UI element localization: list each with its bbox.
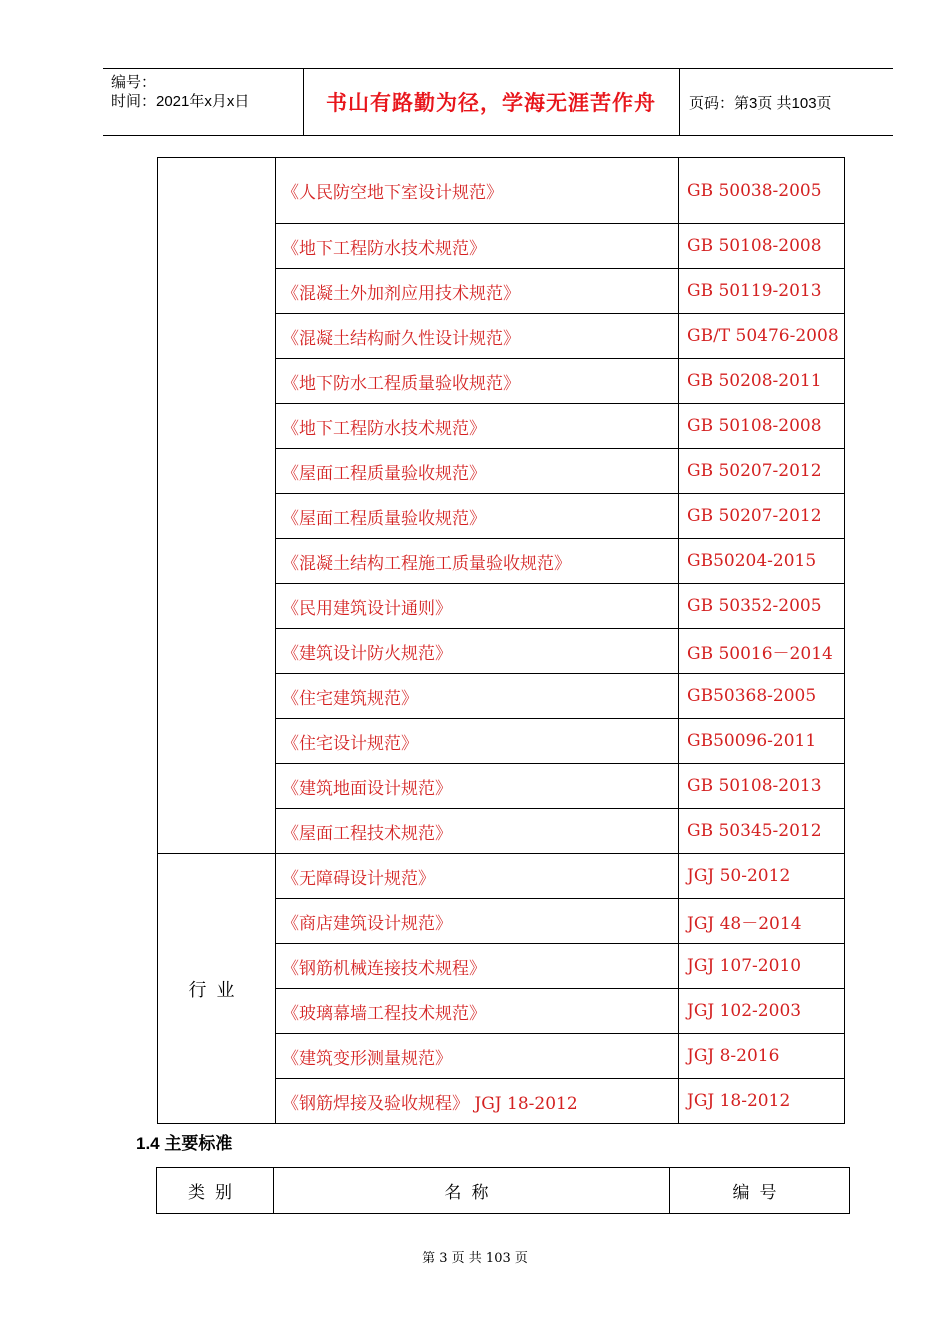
standard-code: GB 50207-2012 [679,494,845,539]
standards-table-body [158,158,845,1124]
standard-code: GB 50119-2013 [679,269,845,314]
standard-name: 《屋面工程技术规范》 [276,809,679,854]
standard-code: GB 50207-2012 [679,449,845,494]
header-motto: 书山有路勤为径，学海无涯苦作舟 [326,91,656,115]
standards-table [157,157,845,1124]
standard-name: 《混凝土结构工程施工质量验收规范》 [276,539,679,584]
standard-code: JGJ 48－2014 [679,899,845,944]
standard-code: GB 50208-2011 [679,359,845,404]
standard-code: GB50096-2011 [679,719,845,764]
standard-name: 《民用建筑设计通则》 [276,584,679,629]
standard-code: GB 50345-2012 [679,809,845,854]
main-standards-table [156,1167,850,1214]
doc-number-label: 编号： [111,74,157,91]
header-meta [111,73,249,111]
header-page-info: 页码：第3页 共103页 [689,94,832,112]
standard-name: 《住宅建筑规范》 [276,674,679,719]
standard-code: GB 50352-2005 [679,584,845,629]
standard-code: GB 50016－2014 [679,629,845,674]
standard-name: 《人民防空地下室设计规范》 [276,158,679,224]
standard-code: GB 50108-2013 [679,764,845,809]
doc-date: 时间：2021年x月x日 [111,93,250,110]
column-header-code: 编号 [670,1168,850,1214]
standard-name: 《屋面工程质量验收规范》 [276,449,679,494]
table-row [158,854,845,899]
page-footer: 第 3 页 共 103 页 [422,1251,528,1266]
header-divider [303,69,304,135]
standard-name: 《混凝土结构耐久性设计规范》 [276,314,679,359]
standard-name: 《玻璃幕墙工程技术规范》 [276,989,679,1034]
standard-code: JGJ 107-2010 [679,944,845,989]
standard-name: 《钢筋焊接及验收规程》 JGJ 18-2012 [276,1079,679,1124]
standard-name: 《商店建筑设计规范》 [276,899,679,944]
standard-name: 《地下工程防水技术规范》 [276,224,679,269]
section-title: 1.4 主要标准 [136,1134,233,1153]
table-header-row [157,1168,850,1214]
standard-code: JGJ 50-2012 [679,854,845,899]
standard-code: GB50368-2005 [679,674,845,719]
category-cell-national [158,158,276,854]
table-row [158,158,845,224]
category-cell-industry: 行业 [158,854,276,1124]
standard-code: JGJ 8-2016 [679,1034,845,1079]
standard-name: 《地下工程防水技术规范》 [276,404,679,449]
standard-name: 《地下防水工程质量验收规范》 [276,359,679,404]
standard-name: 《混凝土外加剂应用技术规范》 [276,269,679,314]
standard-code: JGJ 18-2012 [679,1079,845,1124]
standard-name: 《建筑设计防火规范》 [276,629,679,674]
standard-name: 《住宅设计规范》 [276,719,679,764]
standard-code: GB50204-2015 [679,539,845,584]
standard-code: GB/T 50476-2008 [679,314,845,359]
page-header [103,68,893,136]
header-divider [679,69,680,135]
standard-name: 《建筑地面设计规范》 [276,764,679,809]
column-header-category: 类别 [157,1168,274,1214]
standard-code: GB 50108-2008 [679,404,845,449]
standard-name: 《无障碍设计规范》 [276,854,679,899]
standard-code: JGJ 102-2003 [679,989,845,1034]
column-header-name: 名称 [274,1168,670,1214]
standard-name: 《屋面工程质量验收规范》 [276,494,679,539]
standard-code: GB 50108-2008 [679,224,845,269]
standard-name: 《钢筋机械连接技术规程》 [276,944,679,989]
standard-code: GB 50038-2005 [679,158,845,224]
standard-name: 《建筑变形测量规范》 [276,1034,679,1079]
